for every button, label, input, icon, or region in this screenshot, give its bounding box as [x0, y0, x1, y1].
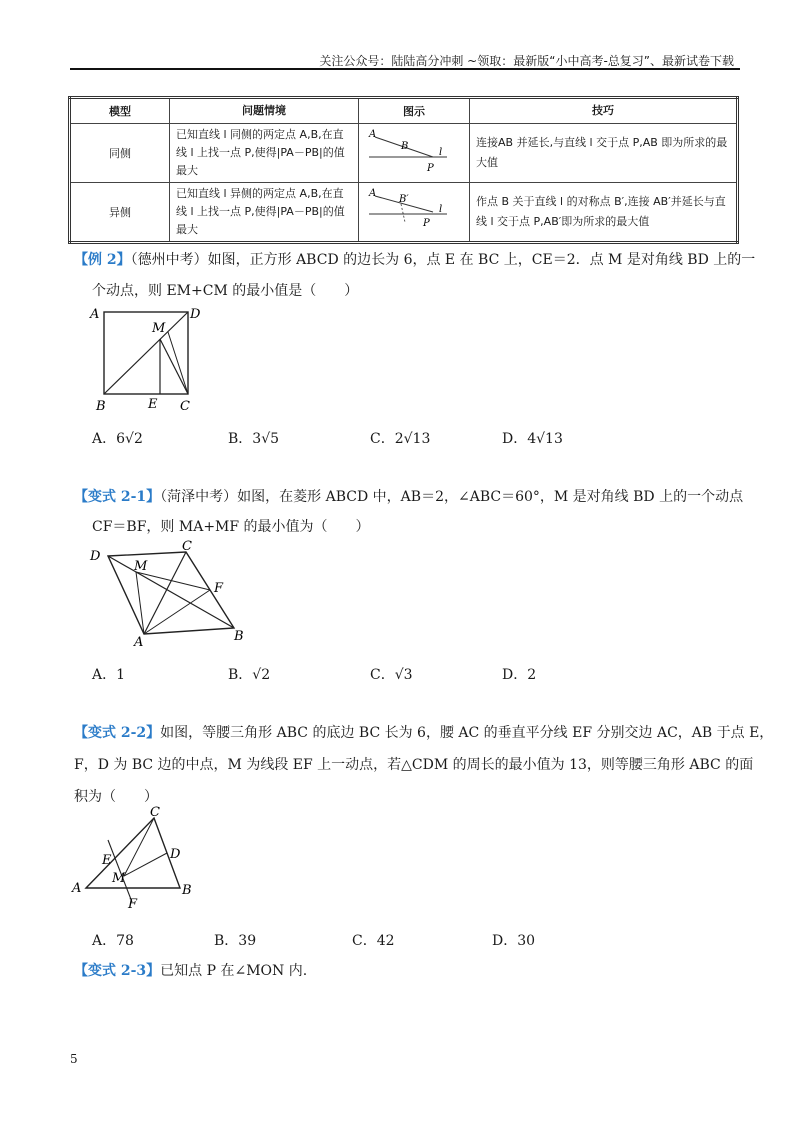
col-header: 图示: [359, 98, 470, 124]
option-b: B．√2: [228, 667, 271, 683]
fig-label: D: [170, 847, 181, 862]
fig-label: E: [102, 853, 112, 868]
option-a: A．1: [92, 667, 126, 683]
fig-label: C: [180, 399, 190, 414]
question-text: （菏泽中考）如图，在菱形 ABCD 中，AB＝2，∠ABC＝60°，M 是对角线 BD 上的一个动点: [160, 489, 744, 505]
fig-label: F: [128, 897, 138, 910]
figure-triangle: [70, 806, 210, 910]
fig-label: F: [214, 581, 224, 596]
table-header-row: [70, 98, 738, 124]
table-cell-figure: [359, 124, 470, 183]
fig-label: M: [112, 871, 126, 886]
fig-label: l: [439, 146, 443, 158]
fig-label: B: [234, 629, 244, 644]
example2-line1: [74, 249, 755, 269]
col-header: 模型: [70, 98, 170, 124]
option-b: B．3√5: [228, 431, 280, 447]
question-text: 如图，等腰三角形 ABC 的底边 BC 长为 6，腰 AC 的垂直平分线 EF 分别交边 AC，AB 于点 E，: [160, 725, 774, 741]
fig-label: E: [148, 397, 158, 412]
fig-label: B: [96, 399, 106, 414]
option-b: B．39: [214, 933, 257, 949]
option-c: C．2√13: [370, 431, 431, 447]
fig-label: P: [423, 217, 430, 229]
table-cell-model: 同侧: [70, 124, 170, 183]
fig-label: C: [182, 540, 192, 554]
option-d: D．30: [492, 933, 536, 949]
table-cell-situation: 已知直线 l 同侧的两定点 A,B,在直线 l 上找一点 P,使得|PA－PB|的值最大: [170, 124, 359, 183]
option-c: C．42: [352, 933, 395, 949]
col-header: 问题情境: [170, 98, 359, 124]
variant22-line3: 积为（ ）: [74, 789, 158, 805]
fig-label: l: [439, 203, 443, 215]
variant-tag: 【变式 2-2】: [74, 725, 161, 741]
example-tag: 【例 2】: [74, 252, 131, 268]
fig-label: B′: [399, 193, 409, 205]
table-cell-figure: [359, 183, 470, 243]
fig-label: C: [150, 806, 160, 820]
variant-tag: 【变式 2-1】: [74, 489, 161, 505]
variant21-line2: CF＝BF，则 MA+MF 的最小值为（ ）: [92, 519, 370, 535]
figure-rhombus: [84, 540, 254, 650]
fig-label: A: [369, 128, 377, 140]
figure-square: [84, 304, 214, 416]
col-header: 技巧: [470, 98, 738, 124]
header-text: 关注公众号：陆陆高分冲刺 ~领取：最新版“小中高考-总复习”、最新试卷下载: [319, 54, 734, 68]
fig-label: B: [401, 140, 409, 152]
fig-label: A: [90, 307, 100, 322]
fig-label: A: [72, 881, 82, 896]
fig-label: B: [182, 883, 192, 898]
fig-label: A: [369, 187, 377, 199]
table-row: [70, 124, 738, 183]
table-cell-technique: 连接AB 并延长,与直线 l 交于点 P,AB 即为所求的最大值: [470, 124, 738, 183]
example2-line2: 个动点，则 EM+CM 的最小值是（ ）: [92, 283, 359, 299]
model-table: [68, 96, 739, 244]
option-a: A．6√2: [92, 431, 143, 447]
fig-label: P: [427, 162, 434, 174]
option-d: D．2: [502, 667, 537, 683]
table-cell-situation: 已知直线 l 异侧的两定点 A,B,在直线 l 上找一点 P,使得|PA－PB|的值最大: [170, 183, 359, 243]
figure-opposite-side: [365, 186, 451, 236]
table-row: [70, 183, 738, 243]
option-a: A．78: [92, 933, 134, 949]
fig-label: D: [190, 307, 201, 322]
table-cell-model: 异侧: [70, 183, 170, 243]
variant21-line1: [74, 486, 743, 506]
page-number: 5: [70, 1052, 78, 1066]
variant23-line: [74, 960, 307, 980]
fig-label: A: [134, 635, 144, 650]
fig-label: D: [90, 549, 101, 564]
variant22-line2: F，D 为 BC 边的中点，M 为线段 EF 上一动点，若△CDM 的周长的最小值为 13，则等腰三角形 ABC 的面: [74, 757, 754, 773]
fig-label: M: [152, 321, 166, 336]
variant-tag: 【变式 2-3】: [74, 963, 161, 979]
figure-same-side: [365, 127, 451, 177]
variant22-line1: [74, 722, 773, 742]
option-c: C．√3: [370, 667, 413, 683]
fig-label: M: [134, 559, 148, 574]
header-rule: [70, 68, 740, 70]
table-cell-technique: 作点 B 关于直线 l 的对称点 B′,连接 AB′并延长与直线 l 交于点 P,AB′即为所求的最大值: [470, 183, 738, 243]
option-d: D．4√13: [502, 431, 563, 447]
question-text: 已知点 P 在∠MON 内.: [160, 963, 308, 979]
question-text: （德州中考）如图，正方形 ABCD 的边长为 6，点 E 在 BC 上，CE＝2．点 M 是对角线 BD 上的一: [130, 252, 756, 268]
